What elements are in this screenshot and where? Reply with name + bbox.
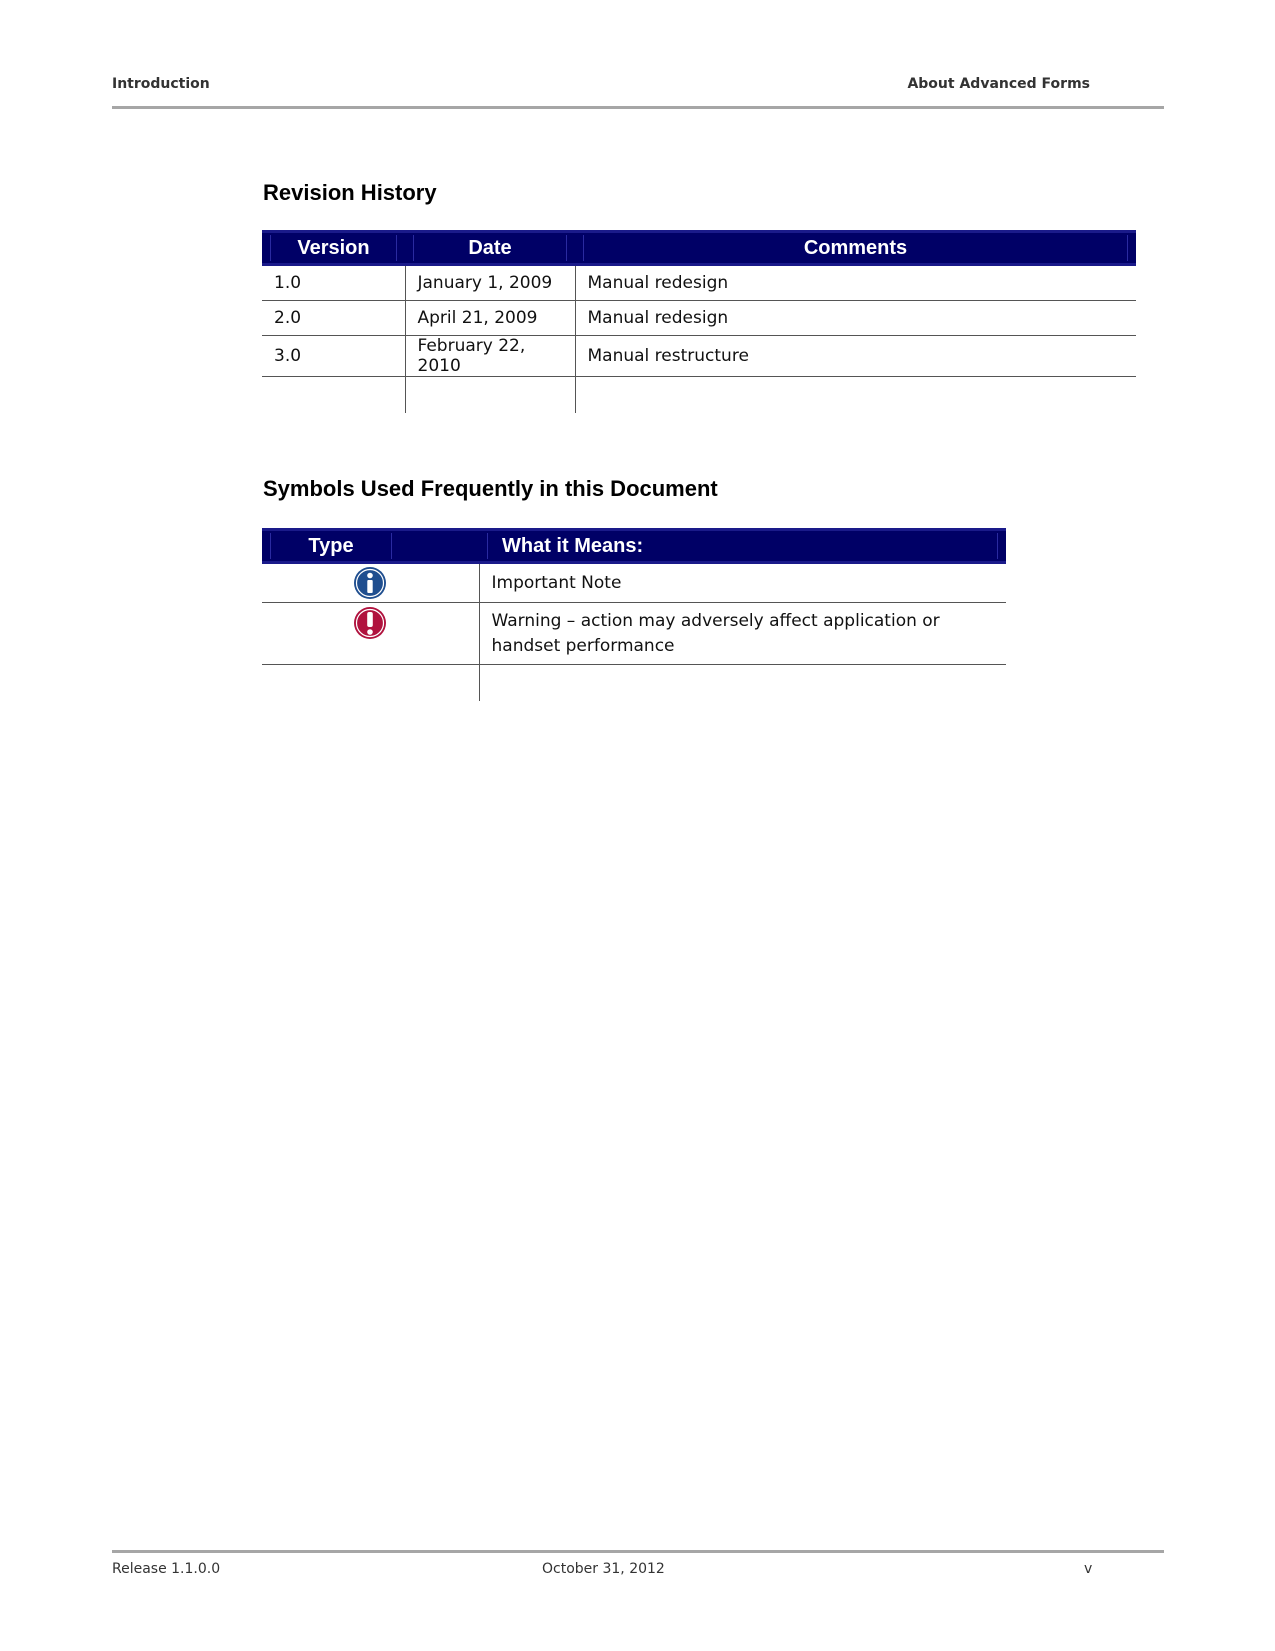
- warning-icon: [353, 606, 387, 640]
- meaning-cell: Important Note: [479, 563, 1006, 603]
- comments-cell: Manual redesign: [575, 265, 1136, 301]
- symbols-title: Symbols Used Frequently in this Document: [263, 476, 718, 501]
- column-header-comments: Comments: [575, 232, 1136, 265]
- empty-cell: [262, 665, 479, 702]
- table-header-row: [262, 530, 1006, 563]
- column-header-meaning: What it Means:: [479, 530, 1006, 563]
- meaning-cell: Warning – action may adversely affect application or handset performance: [479, 603, 1006, 665]
- table-header-row: [262, 232, 1136, 265]
- header-section: Introduction: [112, 76, 210, 92]
- running-footer: [112, 1550, 1164, 1589]
- running-header: [112, 76, 1164, 109]
- table-row: [262, 603, 1006, 665]
- symbols-table: [262, 528, 1006, 701]
- revision-history-table: [262, 230, 1136, 413]
- page-number: v: [1084, 1561, 1093, 1577]
- footer-date: October 31, 2012: [542, 1561, 665, 1577]
- empty-cell: [405, 377, 575, 414]
- version-cell: 1.0: [262, 265, 405, 301]
- footer-release: Release 1.1.0.0: [112, 1561, 221, 1577]
- header-chapter: About Advanced Forms: [907, 76, 1090, 92]
- column-header-version: Version: [262, 232, 405, 265]
- empty-table-row: [262, 665, 1006, 702]
- empty-cell: [575, 377, 1136, 414]
- info-icon: [353, 566, 387, 600]
- table-row: [262, 265, 1136, 301]
- icon-cell: [262, 603, 479, 665]
- column-header-date: Date: [405, 232, 575, 265]
- empty-table-row: [262, 377, 1136, 414]
- table-row: [262, 563, 1006, 603]
- table-row: [262, 336, 1136, 377]
- empty-cell: [479, 665, 1006, 702]
- comments-cell: Manual redesign: [575, 301, 1136, 336]
- empty-cell: [262, 377, 405, 414]
- date-cell: February 22, 2010: [405, 336, 575, 377]
- comments-cell: Manual restructure: [575, 336, 1136, 377]
- version-cell: 2.0: [262, 301, 405, 336]
- date-cell: January 1, 2009: [405, 265, 575, 301]
- table-row: [262, 301, 1136, 336]
- revision-history-title: Revision History: [263, 180, 437, 205]
- version-cell: 3.0: [262, 336, 405, 377]
- date-cell: April 21, 2009: [405, 301, 575, 336]
- column-header-type: Type: [262, 530, 479, 563]
- icon-cell: [262, 563, 479, 603]
